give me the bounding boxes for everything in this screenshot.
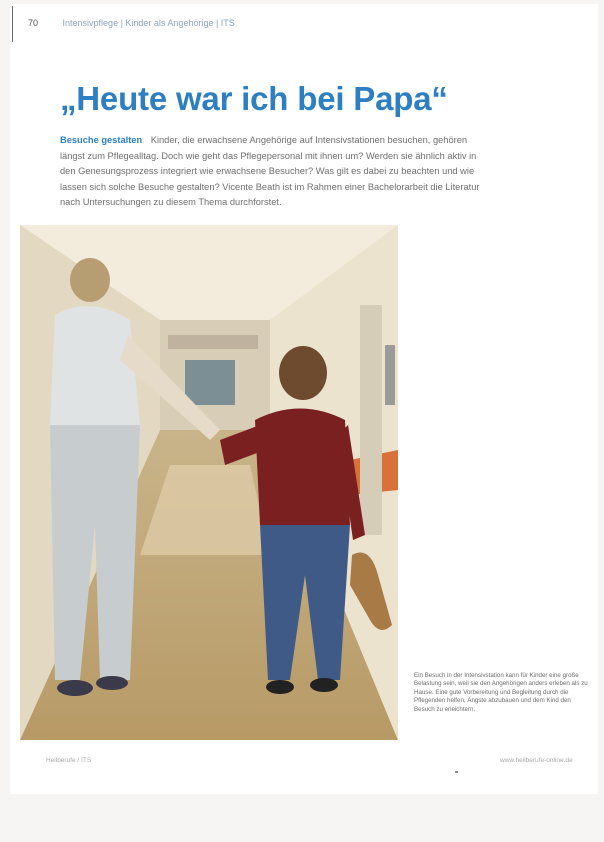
footer-left: Heilberufe / ITS <box>46 757 92 764</box>
page-number: 70 <box>28 18 39 28</box>
photo-caption: Ein Besuch in der Intensivstation kann für Kinder eine große Belastung sein, weil sie den Angehörigen anders erleben als zu Hause. Eine gute Vorbereitung und Begleitung durch die Pflegenden helfen, Ängste abzubauen und dem Kind den Besuch zu erleichtern. <box>414 672 588 713</box>
margin-rule <box>12 6 13 42</box>
section-label: Intensivpflege | Kinder als Angehörige | ITS <box>62 18 235 28</box>
scan-mark <box>455 771 458 773</box>
footer-right: www.heilberufe-online.de <box>500 757 573 764</box>
photo-hospital-corridor-icon <box>20 225 398 740</box>
lead-label: Besuche gestalten <box>60 135 143 145</box>
article-lead <box>60 133 490 211</box>
running-head <box>28 18 235 28</box>
lead-text: Kinder, die erwachsene Angehörige auf Intensivstationen besuchen, gehören längst zum Pflegealltag. Doch wie geht das Pflegepersonal mit ihnen um? Werden sie ähnlich aktiv in den Genesungsprozess integriert wie erwachsene Besucher? Was gilt es dabei zu beachten und wie lassen sich solche Besuche gestalten? Vicente Beath ist im Rahmen einer Bachelorarbeit die Literatur nach Untersuchungen zu diesem Thema durchforstet. <box>60 135 480 207</box>
article-headline: „Heute war ich bei Papa“ <box>60 80 448 117</box>
article-photo <box>20 225 398 740</box>
